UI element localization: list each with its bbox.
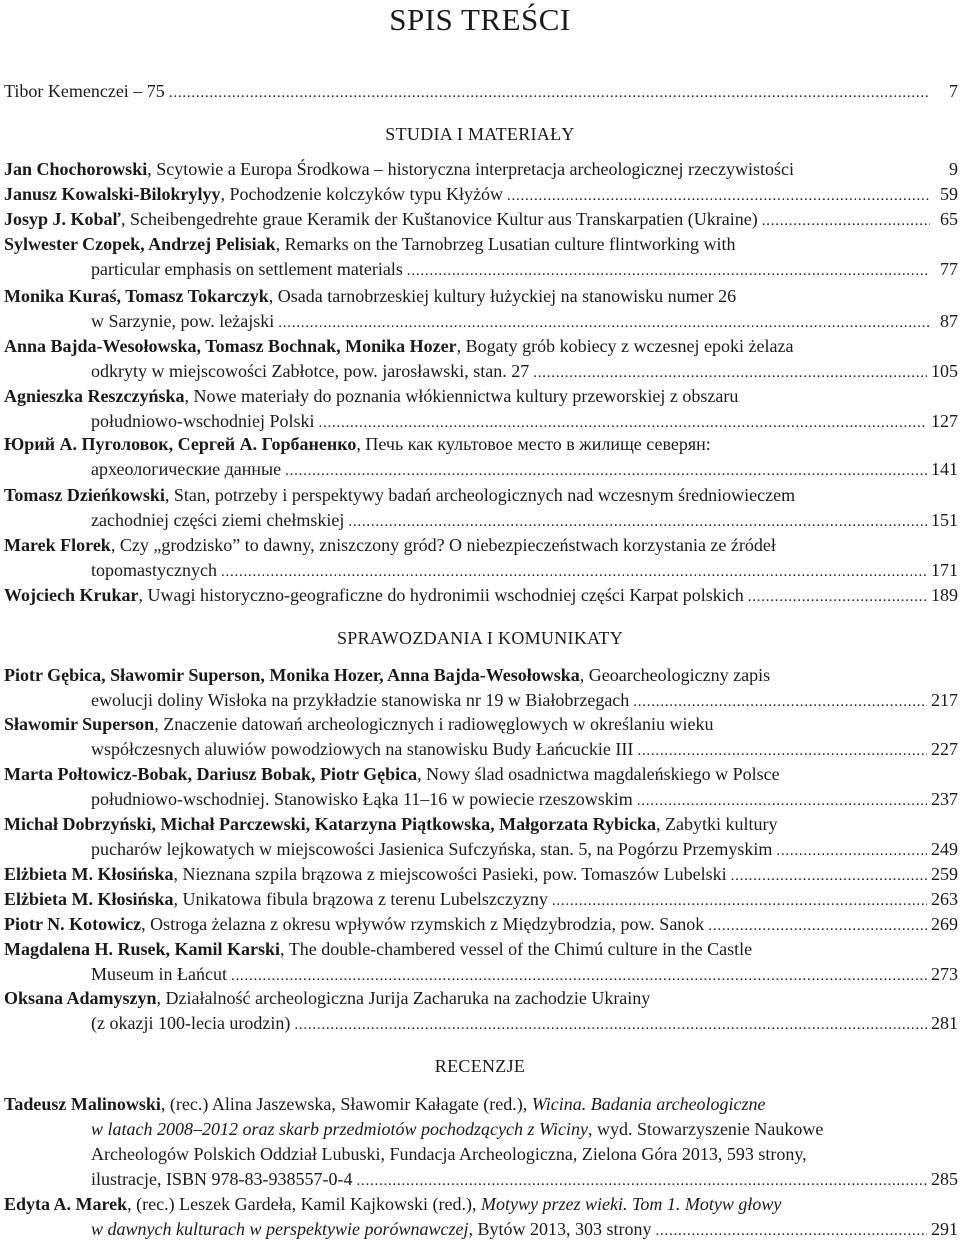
entry-title: , Remarks on the Tarnobrzeg Lusatian culture flintworking with [275,234,736,254]
page-number: 237 [931,789,958,809]
entry-title: , Zabytki kultury [655,814,778,834]
entry-title: , Ostroga żelazna z okresu wpływów rzymskich z Międzybrodzia, pow. Sanok [141,914,705,934]
entry-author: Josyp J. Kobaľ [4,209,121,229]
book-title: Motywy przez wieki. Tom 1. Motyw głowy [481,1194,782,1214]
toc-entry[interactable] [4,182,960,207]
dot-leader [356,1167,927,1194]
entry-title-cont: współczesnych aluwiów powodziowych na stanowisku Budy Łańcuckie III [91,739,634,759]
entry-title-cont: археологические данные [91,459,282,479]
toc-entry-intro[interactable] [4,79,960,104]
dot-leader [708,912,927,939]
entry-title-cont: topomastycznych [91,560,217,580]
dot-leader [278,309,930,336]
entry-title-cont: południowo-wschodniej Polski [91,411,315,431]
entry-title: , (rec.) Alina Jaszewska, Sławomir Kałagate (red.), [160,1094,532,1114]
book-title: Wicina. Badania archeologiczne [531,1094,766,1114]
page-number: 59 [940,184,958,204]
page-number: 273 [931,964,958,984]
page-number: 263 [931,889,958,909]
entry-author: Oksana Adamyszyn [4,988,157,1008]
entry-author: Tadeusz Malinowski [4,1094,161,1114]
entry-title-cont: Museum in Łańcut [91,964,227,984]
entry-title: , Unikatowa fibula brązowa z terenu Lubelszczyzny [173,889,548,909]
entry-title: , Stan, potrzeby i perspektywy badań archeologicznych nad wczesnym średniowieczem [164,485,796,505]
entry-title-cont: pucharów lejkowatych w miejscowości Jasienica Sufczyńska, stan. 5, na Pogórzu Przemyskim [91,839,773,859]
entry-title-cont: (z okazji 100-lecia urodzin) [91,1013,291,1033]
dot-leader [533,359,927,386]
entry-title: , Печь как культовое место в жилище северян: [356,434,711,454]
dot-leader [552,887,927,914]
page-number: 171 [931,560,958,580]
section-heading-sprawozdania: SPRAWOZDANIA I KOMUNIKATY [336,628,624,648]
toc-entry[interactable] [4,887,960,912]
toc-entry[interactable] [4,937,960,987]
dot-leader [407,257,930,284]
toc-entry[interactable] [4,232,960,282]
toc-entry[interactable] [4,812,960,862]
page-number: 291 [931,1219,958,1239]
dot-leader [762,207,930,234]
page-number: 9 [949,159,958,179]
entry-title-cont: , wyd. Stowarzyszenie Naukowe [587,1119,824,1139]
toc-entry[interactable] [4,533,960,583]
page-number: 127 [931,411,958,431]
dot-leader [294,1011,927,1038]
page-number: 87 [940,311,958,331]
entry-author: Юрий А. Пуголовок, Сергей А. Горбаненко [4,434,357,454]
dot-leader [231,962,927,989]
dot-leader [633,688,927,715]
toc-entry[interactable] [4,157,960,182]
toc-entry-review[interactable] [4,1192,960,1242]
toc-entry[interactable] [4,432,960,482]
page-number: 151 [931,510,958,530]
book-title-cont: w dawnych kulturach w perspektywie porównawczej [91,1219,469,1239]
toc-entry[interactable] [4,583,960,608]
entry-author: Edyta A. Marek [4,1194,128,1214]
entry-author: Jan Chochorowski [4,159,148,179]
toc-entry[interactable] [4,862,960,887]
dot-leader [637,737,927,764]
entry-title-cont: , Bytów 2013, 303 strony [468,1219,652,1239]
entry-author: Elżbieta M. Kłosińska [4,889,174,909]
section-heading-recenzje: RECENZJE [434,1056,526,1076]
entry-author: Michał Dobrzyński, Michał Parczewski, Katarzyna Piątkowska, Małgorzata Rybicka [4,814,656,834]
entry-title: , Osada tarnobrzeskiej kultury łużyckiej na stanowisku numer 26 [268,286,737,306]
toc-entry[interactable] [4,762,960,812]
entry-author: Elżbieta M. Kłosińska [4,864,174,884]
page-number: 65 [940,209,958,229]
toc-entry[interactable] [4,284,960,334]
entry-author: Janusz Kowalski-Bilokrylyy [4,184,221,204]
entry-author: Magdalena H. Rusek, Kamil Karski [4,939,281,959]
page-number: 141 [931,459,958,479]
dot-leader [507,182,930,209]
entry-author: Anna Bajda-Wesołowska, Tomasz Bochnak, Monika Hozer [4,336,457,356]
toc-entry[interactable] [4,712,960,762]
toc-entry[interactable] [4,384,960,434]
entry-author: Tomasz Dzieńkowski [4,485,165,505]
entry-title: , Scytowie a Europa Środkowa – historyczna interpretacja archeologicznej rzeczywistości [147,159,794,179]
dot-leader [637,787,927,814]
page-number: 269 [931,914,958,934]
entry-title: , Bogaty grób kobiecy z wczesnej epoki żelaza [456,336,794,356]
dot-leader [221,558,927,585]
toc-entry[interactable] [4,334,960,384]
entry-title: , Pochodzenie kolczyków typu Kłyżów [220,184,503,204]
dot-leader [731,862,927,889]
entry-title-cont: zachodniej części ziemi chełmskiej [91,510,345,530]
dot-leader [655,1217,927,1244]
toc-line [4,79,960,104]
entry-title: , (rec.) Leszek Gardeła, Kamil Kajkowski (red.), [127,1194,482,1214]
dot-leader [348,508,927,535]
entry-title: , Uwagi historyczno-geograficzne do hydronimii wschodniej części Karpat polskich [138,585,744,605]
toc-entry-review[interactable] [4,1092,960,1192]
entry-title: , Nowy ślad osadnictwa magdaleńskiego w Polsce [417,764,780,784]
book-title-cont: w latach 2008–2012 oraz skarb przedmiotów pochodzących z Wiciny [91,1119,588,1139]
page-number: 285 [931,1169,958,1189]
entry-author: Marek Florek [4,535,111,555]
toc-entry[interactable] [4,483,960,533]
entry-title: , Geoarcheologiczny zapis [579,665,771,685]
entry-author: Marta Połtowicz-Bobak, Dariusz Bobak, Piotr Gębica [4,764,418,784]
entry-title-cont: particular emphasis on settlement materials [91,259,403,279]
entry-author: Agnieszka Reszczyńska [4,386,185,406]
entry-title: , Scheibengedrehte graue Keramik der Kuštanovice Kultur aus Transkarpatien (Ukraine) [120,209,758,229]
entry-title-cont: w Sarzynie, pow. leżajski [91,311,275,331]
entry-title: , Nowe materiały do poznania włókiennictwa kultury przeworskiej z obszaru [184,386,739,406]
page-title: SPIS TREŚCI [389,2,571,37]
page-number: 249 [931,839,958,859]
toc-entry[interactable] [4,912,960,937]
page-number: 7 [949,81,958,101]
page-number: 217 [931,690,958,710]
entry-author: Sławomir Superson [4,714,155,734]
dot-leader [776,837,927,864]
entry-author: Piotr N. Kotowicz [4,914,142,934]
page-number: 281 [931,1013,958,1033]
entry-title-cont: Archeologów Polskich Oddział Lubuski, Fundacja Archeologiczna, Zielona Góra 2013, 593 strony, [91,1144,807,1164]
section-heading-studia: STUDIA I MATERIAŁY [385,124,575,144]
entry-author: Piotr Gębica, Sławomir Superson, Monika Hozer, Anna Bajda-Wesołowska [4,665,580,685]
entry-author: Sylwester Czopek, Andrzej Pelisiak [4,234,276,254]
entry-title: Tibor Kemenczei – 75 [4,81,165,101]
page-number: 227 [931,739,958,759]
entry-title-cont: odkryty w miejscowości Zabłotce, pow. jarosławski, stan. 27 [91,361,530,381]
dot-leader [285,457,927,484]
entry-title: , Znaczenie datowań archeologicznych i radiowęglowych w określaniu wieku [154,714,714,734]
entry-title-cont: południowo-wschodniej. Stanowisko Łąka 11–16 w powiecie rzeszowskim [91,789,633,809]
toc-entry[interactable] [4,663,960,713]
toc-entry[interactable] [4,207,960,232]
dot-leader [748,583,927,610]
page-number: 189 [931,585,958,605]
entry-title: , Czy „grodzisko” to dawny, zniszczony gród? O niebezpieczeństwach korzystania ze źródeł [110,535,776,555]
dot-leader [169,79,930,106]
entry-title-cont: ilustracje, ISBN 978-83-938557-0-4 [91,1169,353,1189]
entry-title: , Działalność archeologiczna Jurija Zacharuka na zachodzie Ukrainy [156,988,651,1008]
entry-title-cont: ewolucji doliny Wisłoka na przykładzie stanowiska nr 19 w Białobrzegach [91,690,630,710]
entry-author: Wojciech Krukar [4,585,139,605]
entry-author: Monika Kuraś, Tomasz Tokarczyk [4,286,269,306]
entry-title: , The double-chambered vessel of the Chimú culture in the Castle [280,939,753,959]
entry-title: , Nieznana szpila brązowa z miejscowości Pasieki, pow. Tomaszów Lubelski [173,864,727,884]
page-number: 105 [931,361,958,381]
toc-entry[interactable] [4,986,960,1036]
page-number: 259 [931,864,958,884]
page-number: 77 [940,259,958,279]
